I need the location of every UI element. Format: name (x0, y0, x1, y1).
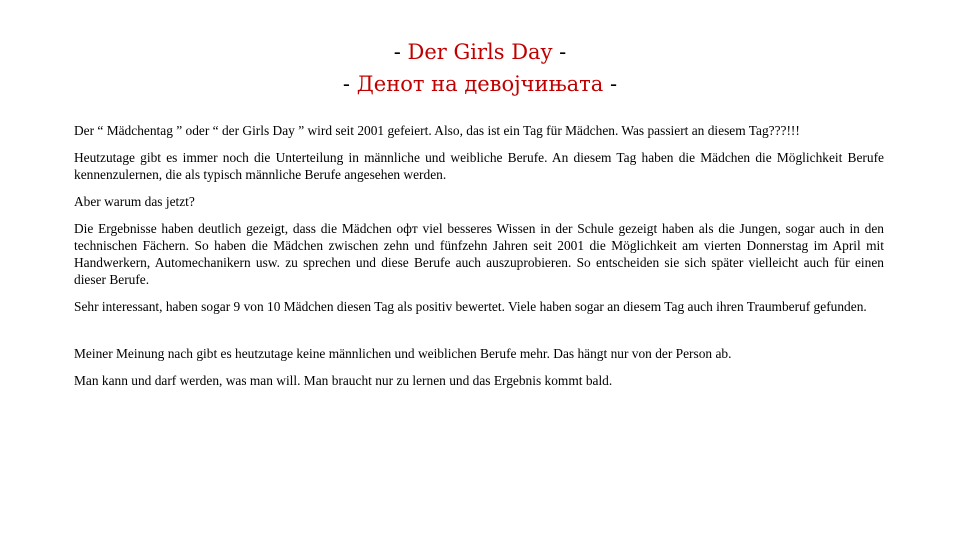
title-dash-left: - (393, 40, 408, 64)
paragraph-results: Die Ergebnisse haben deutlich gezeigt, dass die Mädchen офт viel besseres Wissen in der Schule gezeigt haben als die Jungen, sogar auch in den technischen Fächern. So haben die Mädchen zwischen zehn und fünfzehn Jahren seit 2001 die Möglichkeit am vierten Donnerstag im April mit Handwerkern, Automechanikern usw. zu sprechen und diese Berufe auch auszuprobieren. So entscheiden sie sich später vielleicht auch für einen dieser Berufe. (74, 221, 884, 287)
title-german-text: Der Girls Day (407, 40, 553, 64)
paragraph-conclusion: Man kann und darf werden, was man will. Man braucht nur zu lernen und das Ergebnis kommt bald. (74, 373, 613, 388)
title-dash-left: - (342, 72, 357, 96)
title-line-german (0, 36, 960, 68)
paragraph-professions: Heutzutage gibt es immer noch die Unterteilung in männliche und weibliche Berufe. An diesem Tag haben die Mädchen die Möglichkeit Berufe kennenzulernen, die als typisch männliche Berufe angesehen werden. (74, 150, 884, 182)
title-macedonian-text: Денот на девојчињата (356, 72, 604, 96)
title-line-macedonian (0, 68, 960, 100)
title-dash-right: - (552, 40, 567, 64)
paragraph-intro: Der “ Mädchentag ” oder “ der Girls Day ” wird seit 2001 gefeiert. Also, das ist ein Tag für Mädchen. Was passiert an diesem Tag???!!! (74, 123, 800, 138)
paragraph-opinion: Meiner Meinung nach gibt es heutzutage keine männlichen und weiblichen Berufe mehr. Das hängt nur von der Person ab. (74, 346, 732, 361)
paragraph-rating: Sehr interessant, haben sogar 9 von 10 Mädchen diesen Tag als positiv bewertet. Viele haben sogar an diesem Tag auch ihren Traumberuf gefunden. (74, 299, 867, 314)
body-text (74, 122, 884, 399)
paragraph-question: Aber warum das jetzt? (74, 194, 195, 209)
slide-title (0, 36, 960, 100)
title-dash-right: - (603, 72, 618, 96)
